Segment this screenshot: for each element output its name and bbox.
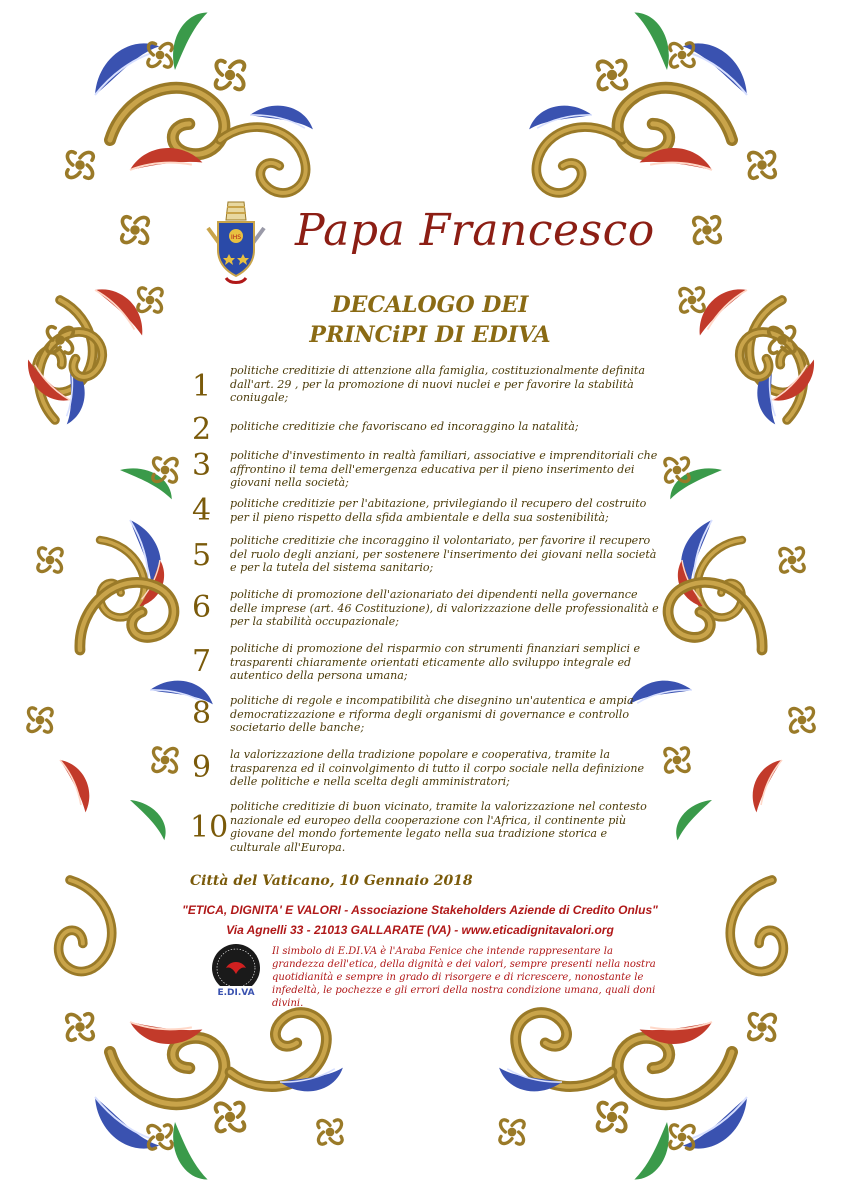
principle-number: 8: [192, 696, 212, 731]
principle-number: 2: [192, 412, 212, 447]
principle-number: 10: [190, 810, 229, 845]
page-title: Papa Francesco: [295, 205, 655, 256]
principle-number: 3: [192, 448, 212, 483]
principle-number: 7: [192, 644, 212, 679]
association-address: Via Agnelli 33 - 21013 GALLARATE (VA) - www.eticadignitavalori.org: [226, 923, 614, 937]
principle-number: 4: [192, 493, 212, 528]
principle-number: 9: [192, 750, 212, 785]
principle-number: 5: [192, 538, 212, 573]
association-name: "ETICA, DIGNITA' E VALORI - Associazione Stakeholders Aziende di Credito Onlus": [182, 903, 658, 917]
subtitle-line-1: DECALOGO DEI: [331, 292, 529, 318]
principle-text: politiche d'investimento in realtà familiari, associative e imprenditoriali che affrontino il tema dell'emergenza educativa per il pieno inserimento dei giovani nella società;: [230, 449, 658, 489]
principle-text: politiche creditizie di attenzione alla famiglia, costituzionalmente definita dall'art. 29 , per la promozione di nuovi nuclei e per favorire la stabilità coniugale;: [230, 364, 645, 404]
ediva-logo-icon: [204, 940, 268, 1004]
principle-number: 6: [192, 590, 212, 625]
ediva-logo-text: E.DI.VA: [217, 988, 255, 998]
principle-text: politiche di promozione dell'azionariato dei dipendenti nella governance delle imprese (art. 46 Costituzione), di valorizzazione delle professionalità e per la stabilità occupazionale;: [230, 588, 659, 628]
subtitle-line-2: PRINCiPI DI EDIVA: [309, 322, 551, 348]
phoenix-symbol-note: Il simbolo di E.DI.VA è l'Araba Fenice che intende rappresentare la grandezza dell'etica, della dignità e dei valori, sempre presenti nella nostra quotidianità e sempre in grado di risorgere e di ricrescere, nonostante le infedeltà, le pochezze e gli errori della nostra condizione umana, quali doni divini.: [272, 946, 656, 1009]
principle-text: politiche creditizie che favoriscano ed incoraggino la natalità;: [230, 420, 579, 433]
principle-text: politiche creditizie per l'abitazione, privilegiando il recupero del costruito per il pieno rispetto della sfida ambientale e della sua sostenibilità;: [230, 497, 647, 524]
principle-text: la valorizzazione della tradizione popolare e cooperativa, tramite la trasparenza ed il coinvolgimento di tutto il corpo sociale nella definizione delle politiche e nella scelta degli amministratori;: [230, 748, 645, 788]
papal-coat-of-arms-icon: [200, 198, 272, 290]
principle-number: 1: [192, 369, 212, 404]
principle-text: politiche di promozione del risparmio con strumenti finanziari semplici e trasparenti chiaramente orientati eticamente allo sviluppo integrale ed autentico della persona umana;: [230, 642, 641, 682]
principle-text: politiche di regole e incompatibilità che disegnino un'autentica e ampia democratizzazione e riforma degli organismi di governance e controllo societario delle banche;: [230, 694, 634, 734]
date-line: Città del Vaticano, 10 Gennaio 2018: [190, 873, 473, 889]
principle-text: politiche creditizie che incoraggino il volontariato, per favorire il recupero del ruolo degli anziani, per sostenere l'inserimento dei giovani nella società e per la tutela del sistema sanitario;: [230, 534, 657, 574]
principle-text: politiche creditizie di buon vicinato, tramite la valorizzazione nel contesto nazionale ed europeo della cooperazione con l'Africa, il continente più giovane del mondo fortemente legato nella sua tradizione storica e culturale all'Europa.: [230, 800, 647, 854]
svg-text:IHS: IHS: [230, 234, 242, 241]
